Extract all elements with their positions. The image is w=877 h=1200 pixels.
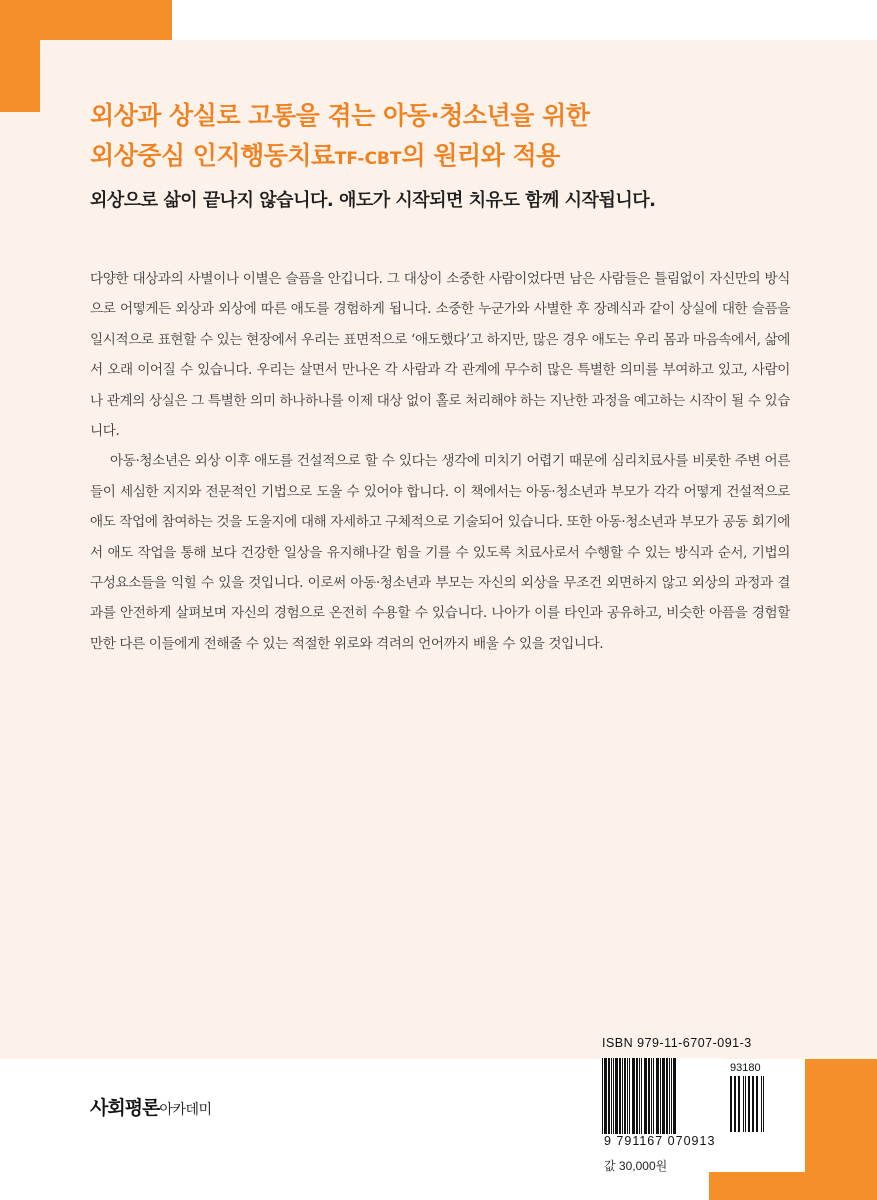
publisher-logo — [90, 1093, 212, 1120]
corner-accent-left — [0, 40, 40, 112]
headline-line-1: 외상과 상실로 고통을 겪는 아동·청소년을 위한 — [90, 101, 590, 130]
headline-line-2 — [90, 136, 810, 179]
publisher-name: 사회평론 — [90, 1097, 160, 1119]
corner-accent-bottom — [709, 1172, 805, 1200]
book-headline — [90, 96, 810, 179]
headline-line-2-main: 외상중심 인지행동치료 — [90, 141, 335, 170]
price: 값 30,000원 — [604, 1159, 668, 1173]
barcode-bars — [600, 1058, 722, 1134]
addon-code: 93180 — [730, 1062, 761, 1074]
addon-barcode-bars — [728, 1076, 790, 1134]
description-paragraph-1: 다양한 대상과의 사별이나 이별은 슬픔을 안깁니다. 그 대상이 소중한 사람이었다면 남은 사람들은 틀림없이 자신만의 방식으로 어떻게든 외상과 외상에 따른 애도를 경험하게 됩니다. 소중한 누군가와 사별한 후 장례식과 같이 상실에 대한 슬픔을 일시적으로 표현할 수 있는 현장에서 우리는 표면적으로 ‘애도했다’고 하지만, 많은 경우 애도는 우리 몸과 마음속에서, 삶에서 오래 이어질 수 있습니다. 우리는 살면서 만나온 각 사람과 각 관계에 무수히 많은 특별한 의미를 부여하고 있고, 사람이나 관계의 상실은 그 특별한 의미 하나하나를 이제 대상 없이 홀로 처리해야 하는 지난한 과정을 예고하는 시작이 될 수 있습니다. — [90, 271, 790, 440]
subheadline: 외상으로 삶이 끝나지 않습니다. 애도가 시작되면 치유도 함께 시작됩니다. — [90, 190, 656, 211]
headline-tf-cbt: TF-CBT — [334, 149, 402, 169]
isbn-label: ISBN 979-11-6707-091-3 — [602, 1036, 752, 1050]
description-body — [90, 264, 790, 659]
description-paragraph-2: 아동·청소년은 외상 이후 애도를 건설적으로 할 수 있다는 생각에 미치기 어렵기 때문에 심리치료사를 비롯한 주변 어른들이 세심한 지지와 전문적인 기법으로 도울 수 있어야 합니다. 이 책에서는 아동·청소년과 부모가 각각 어떻게 건설적으로 애도 작업에 참여하는 것을 도울지에 대해 자세하고 구체적으로 기술되어 있습니다. 또한 아동·청소년과 부모가 공동 회기에서 애도 작업을 통해 보다 건강한 일상을 유지해나갈 힘을 기를 수 있도록 치료사로서 수행할 수 있는 방식과 순서, 기법의 구성요소들을 익힐 수 있을 것입니다. 이로써 아동·청소년과 부모는 자신의 외상을 무조건 외면하지 않고 외상의 과정과 결과를 안전하게 살펴보며 자신의 경험으로 온전히 수용할 수 있습니다. 나아가 이를 타인과 공유하고, 비슷한 아픔을 경험할 만한 다른 이들에게 전해줄 수 있는 적절한 위로와 격려의 언어까지 배울 수 있을 것입니다. — [90, 453, 790, 652]
barcode-digits: 9 791167 070913 — [604, 1134, 716, 1148]
headline-line-2-end: 의 원리와 적용 — [401, 141, 560, 170]
corner-accent-top — [0, 0, 172, 40]
publisher-name-suffix: 아카데미 — [159, 1102, 212, 1118]
corner-accent-bottom-right — [805, 1059, 877, 1200]
